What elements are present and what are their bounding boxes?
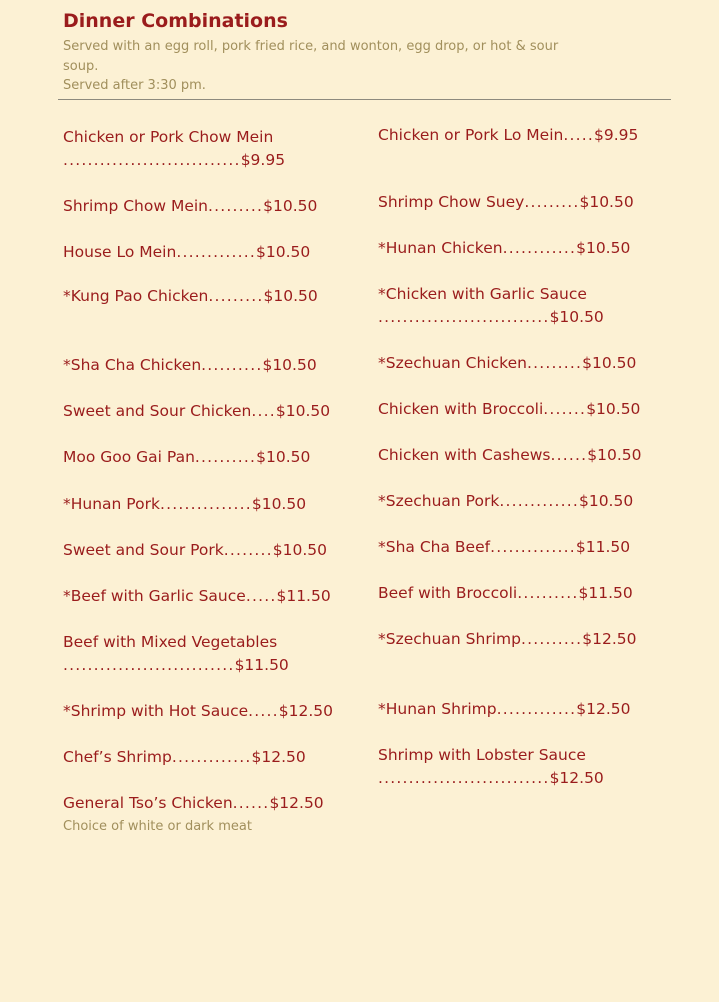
menu-item [378, 283, 587, 306]
leader-dots: ............................ [63, 656, 235, 674]
served-after-text: Served after 3:30 pm. [63, 78, 206, 93]
menu-item-price-line [378, 767, 604, 790]
leader-dots: ............... [159, 495, 252, 513]
item-price: $12.50 [251, 748, 306, 766]
item-name: *Szechuan Pork [378, 492, 500, 510]
leader-dots: ......... [524, 193, 580, 211]
menu-item [378, 237, 630, 260]
item-price: $10.50 [275, 402, 331, 420]
item-name: Moo Goo Gai Pan [63, 448, 195, 466]
item-price: $10.50 [549, 308, 604, 326]
menu-item [378, 191, 634, 214]
leader-dots: .......... [517, 584, 579, 602]
item-price: $10.50 [255, 243, 311, 261]
menu-item [378, 536, 630, 559]
item-name: *Sha Cha Chicken [63, 356, 202, 374]
leader-dots: .......... [194, 448, 257, 466]
menu-item [378, 698, 631, 721]
item-price: $10.50 [587, 446, 642, 464]
menu-item-price-line [63, 149, 285, 172]
item-name: *Szechuan Shrimp [378, 630, 521, 648]
item-name: Sweet and Sour Pork [63, 541, 224, 559]
item-name: Shrimp Chow Suey [378, 193, 525, 211]
leader-dots: ....... [543, 400, 587, 418]
item-price: $10.50 [262, 356, 317, 374]
menu-item [378, 582, 633, 605]
menu-item [63, 400, 330, 423]
menu-item [63, 126, 273, 149]
leader-dots: ............. [176, 243, 256, 261]
menu-header [63, 9, 563, 95]
menu-item [63, 585, 331, 608]
leader-dots: .......... [201, 356, 263, 374]
item-name: Beef with Mixed Vegetables [63, 633, 278, 651]
leader-dots: ............................. [63, 151, 241, 169]
leader-dots: ........ [223, 541, 273, 559]
item-price: $10.50 [263, 287, 318, 305]
menu-item [63, 539, 327, 562]
leader-dots: ............. [496, 700, 577, 718]
item-price: $11.50 [578, 584, 633, 602]
menu-item-price-line [63, 654, 289, 677]
item-price: $10.50 [263, 197, 318, 215]
item-price: $10.50 [586, 400, 641, 418]
menu-item [63, 700, 333, 723]
item-name: Chicken or Pork Lo Mein [378, 126, 564, 144]
leader-dots: ...... [232, 794, 270, 812]
item-price: $12.50 [576, 700, 631, 718]
item-price: $11.50 [234, 656, 289, 674]
menu-item [63, 195, 317, 218]
leader-dots: ............................ [378, 769, 550, 787]
menu-item [63, 241, 310, 264]
menu-item [63, 446, 310, 469]
menu-item [378, 490, 633, 513]
leader-dots: ......... [208, 287, 264, 305]
item-name: House Lo Mein [63, 243, 177, 261]
item-name: Chicken or Pork Chow Mein [63, 128, 274, 146]
item-name: *Kung Pao Chicken [63, 287, 209, 305]
item-price: $11.50 [276, 587, 331, 605]
item-name: Shrimp Chow Mein [63, 197, 208, 215]
item-price: $9.95 [593, 126, 639, 144]
leader-dots: ..... [563, 126, 594, 144]
item-price: $12.50 [269, 794, 324, 812]
item-name: *Beef with Garlic Sauce [63, 587, 246, 605]
leader-dots: ......... [526, 354, 583, 372]
section-title: Dinner Combinations [63, 10, 288, 32]
item-price: $12.50 [278, 702, 334, 720]
leader-dots: ............................ [378, 308, 550, 326]
leader-dots: ............ [502, 239, 577, 257]
menu-item [63, 493, 306, 516]
header-divider [58, 99, 671, 100]
leader-dots: .............. [490, 538, 576, 556]
item-price: $11.50 [575, 538, 631, 556]
item-price: $12.50 [582, 630, 637, 648]
menu-item [378, 398, 640, 421]
menu-item [378, 352, 636, 375]
item-price: $10.50 [579, 193, 634, 211]
menu-item [63, 631, 277, 654]
item-name: *Szechuan Chicken [378, 354, 527, 372]
item-name: *Chicken with Garlic Sauce [378, 285, 587, 303]
item-name: *Sha Cha Beef [378, 538, 491, 556]
item-price: $10.50 [582, 354, 637, 372]
item-price: $9.95 [240, 151, 286, 169]
leader-dots: ............. [499, 492, 579, 510]
leader-dots: .... [251, 402, 276, 420]
menu-item-price-line [378, 306, 604, 329]
menu-item [63, 354, 317, 377]
menu-item [63, 285, 318, 308]
menu-item [63, 746, 306, 769]
item-name: *Hunan Chicken [378, 239, 503, 257]
item-name: *Hunan Pork [63, 495, 160, 513]
item-note: Choice of white or dark meat [63, 819, 252, 834]
served-with-text: Served with an egg roll, pork fried rice, and wonton, egg drop, or hot & sour soup. [63, 39, 559, 74]
item-name: Shrimp with Lobster Sauce [378, 746, 586, 764]
leader-dots: ...... [550, 446, 588, 464]
item-price: $10.50 [251, 495, 307, 513]
item-name: Chef’s Shrimp [63, 748, 172, 766]
item-price: $10.50 [576, 239, 631, 257]
leader-dots: .......... [520, 630, 583, 648]
item-name: Sweet and Sour Chicken [63, 402, 252, 420]
item-name: Beef with Broccoli [378, 584, 518, 602]
menu-item [378, 628, 637, 651]
item-price: $10.50 [256, 448, 311, 466]
item-price: $10.50 [578, 492, 634, 510]
leader-dots: ............. [171, 748, 252, 766]
menu-item [378, 124, 638, 147]
leader-dots: ......... [207, 197, 264, 215]
item-price: $12.50 [549, 769, 604, 787]
item-name: Chicken with Broccoli [378, 400, 544, 418]
item-name: *Hunan Shrimp [378, 700, 497, 718]
item-price: $10.50 [272, 541, 328, 559]
menu-item [378, 744, 586, 767]
item-name: *Shrimp with Hot Sauce [63, 702, 249, 720]
menu-item [378, 444, 642, 467]
menu-item [63, 792, 324, 815]
item-name: Chicken with Cashews [378, 446, 551, 464]
leader-dots: ..... [245, 587, 277, 605]
leader-dots: ..... [248, 702, 279, 720]
item-name: General Tso’s Chicken [63, 794, 233, 812]
